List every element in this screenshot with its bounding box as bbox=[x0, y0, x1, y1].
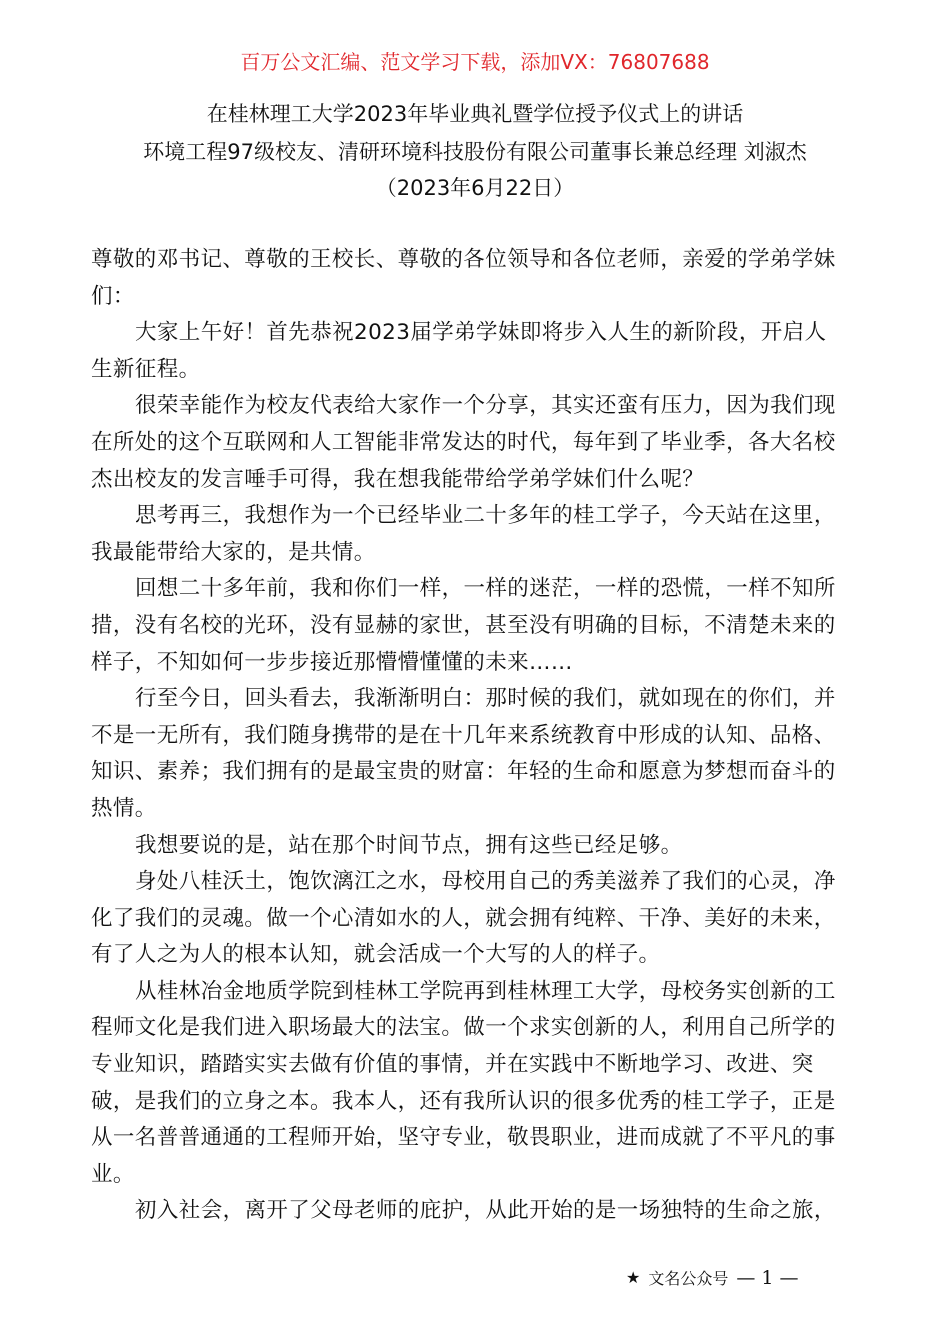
text-line: 我最能带给大家的，是共情。 bbox=[91, 539, 376, 565]
text-line: 热情。 bbox=[91, 795, 157, 821]
paragraph bbox=[91, 242, 861, 315]
text-line: 程师文化是我们进入职场最大的法宝。做一个求实创新的人，利用自己所学的 bbox=[91, 1015, 836, 1041]
paragraph bbox=[91, 1193, 861, 1230]
document-body bbox=[91, 242, 861, 1230]
paragraph bbox=[91, 864, 861, 974]
text-line: 生新征程。 bbox=[91, 356, 201, 382]
page-footer bbox=[626, 1266, 799, 1289]
text-line: 知识、素养；我们拥有的是最宝贵的财富：年轻的生命和愿意为梦想而奋斗的 bbox=[91, 759, 836, 785]
text-line: 身处八桂沃土，饱饮漓江之水，母校用自己的秀美滋养了我们的心灵，净 bbox=[135, 869, 836, 895]
text-line: 业。 bbox=[91, 1161, 135, 1187]
paragraph bbox=[91, 974, 861, 1194]
document-date: （2023年6月22日） bbox=[375, 176, 575, 200]
text-line: 有了人之为人的根本认知，就会活成一个大写的人的样子。 bbox=[91, 942, 661, 968]
text-line: 不是一无所有，我们随身携带的是在十几年来系统教育中形成的认知、品格、 bbox=[91, 722, 836, 748]
text-line: 从一名普普通通的工程师开始，坚守专业，敬畏职业，进而成就了不平凡的事 bbox=[91, 1125, 836, 1151]
paragraph bbox=[91, 571, 861, 681]
text-line: 措，没有名校的光环，没有显赫的家世，甚至没有明确的目标，不清楚未来的 bbox=[91, 612, 836, 638]
text-line: 化了我们的灵魂。做一个心清如水的人，就会拥有纯粹、干净、美好的未来， bbox=[91, 905, 836, 931]
paragraph bbox=[91, 681, 861, 827]
paragraph bbox=[91, 498, 861, 571]
text-line: 样子，不知如何一步步接近那懵懵懂懂的未来…… bbox=[91, 649, 573, 675]
star-icon: ★ bbox=[626, 1268, 641, 1287]
text-line: 尊敬的邓书记、尊敬的王校长、尊敬的各位领导和各位老师，亲爱的学弟学妹 bbox=[91, 247, 836, 272]
document-title: 在桂林理工大学2023年毕业典礼暨学位授予仪式上的讲话 bbox=[206, 102, 744, 126]
paragraph bbox=[91, 388, 861, 498]
paragraph bbox=[91, 828, 861, 865]
text-line: 思考再三，我想作为一个已经毕业二十多年的桂工学子，今天站在这里， bbox=[135, 503, 836, 529]
text-line: 从桂林冶金地质学院到桂林工学院再到桂林理工大学，母校务实创新的工 bbox=[135, 978, 836, 1004]
text-line: 专业知识，踏踏实实去做有价值的事情，并在实践中不断地学习、改进、突 bbox=[91, 1052, 814, 1078]
text-line: 大家上午好！首先恭祝2023届学弟学妹即将步入人生的新阶段，开启人 bbox=[135, 320, 827, 346]
text-line: 很荣幸能作为校友代表给大家作一个分享，其实还蛮有压力，因为我们现 bbox=[135, 393, 836, 419]
text-line: 回想二十多年前，我和你们一样，一样的迷茫，一样的恐慌，一样不知所 bbox=[135, 576, 836, 602]
text-line: 们： bbox=[91, 283, 135, 309]
text-line: 初入社会，离开了父母老师的庇护，从此开始的是一场独特的生命之旅， bbox=[135, 1198, 836, 1224]
watermark-banner: 百万公文汇编、范文学习下载，添加VX：76807688 bbox=[240, 50, 710, 74]
paragraph bbox=[91, 315, 861, 388]
text-line: 行至今日，回头看去，我渐渐明白：那时候的我们，就如现在的你们，并 bbox=[135, 686, 836, 712]
document-author: 环境工程97级校友、清研环境科技股份有限公司董事长兼总经理 刘淑杰 bbox=[143, 140, 807, 164]
text-line: 杰出校友的发言唾手可得，我在想我能带给学弟学妹们什么呢？ bbox=[91, 466, 705, 492]
page-number: — 1 — bbox=[736, 1266, 799, 1289]
footer-label: 文名公众号 bbox=[648, 1269, 729, 1288]
text-line: 破，是我们的立身之本。我本人，还有我所认识的很多优秀的桂工学子，正是 bbox=[91, 1088, 836, 1114]
text-line: 我想要说的是，站在那个时间节点，拥有这些已经足够。 bbox=[135, 832, 683, 858]
text-line: 在所处的这个互联网和人工智能非常发达的时代，每年到了毕业季，各大名校 bbox=[91, 429, 836, 455]
